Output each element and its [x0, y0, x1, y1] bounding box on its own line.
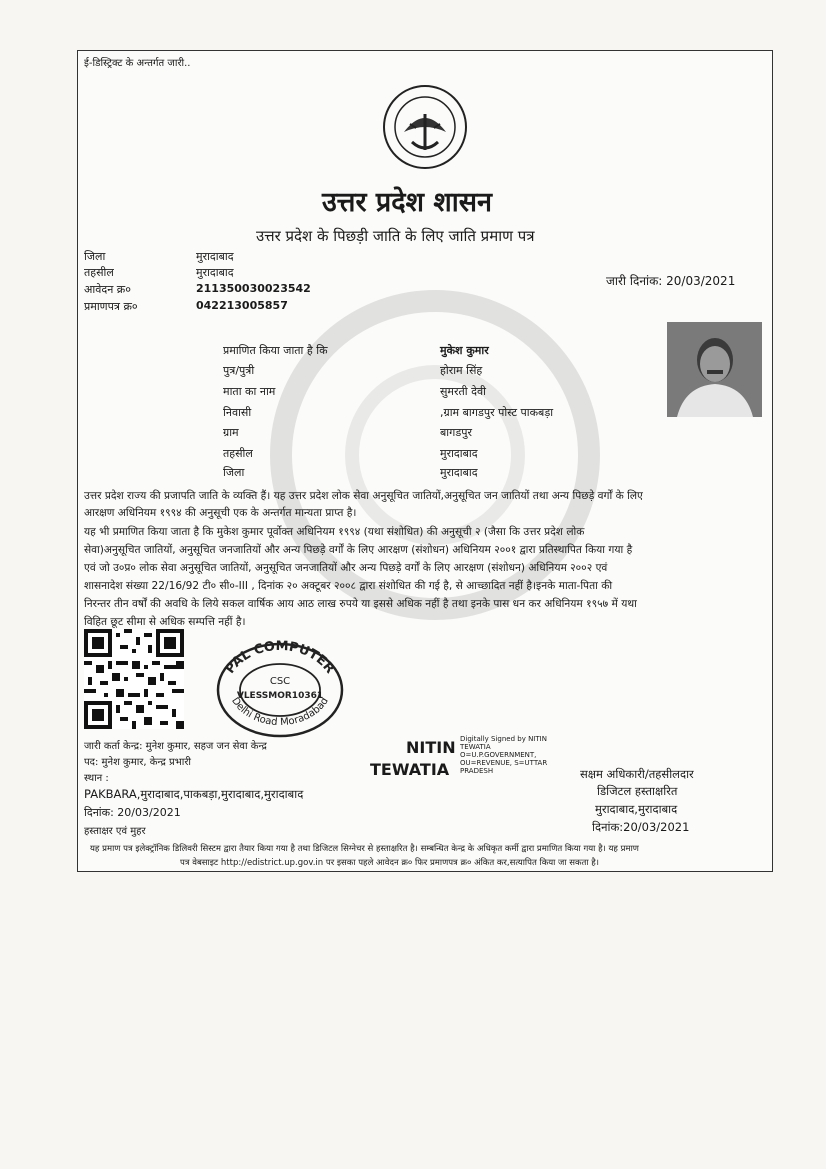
certificate-label: प्रमाणपत्र क्र०	[84, 300, 138, 313]
digital-signature-block	[460, 735, 547, 775]
authority-signed: डिजिटल हस्ताक्षरित	[597, 784, 678, 798]
details-label-6: जिला	[223, 466, 245, 479]
signer-name-last: TEWATIA	[370, 760, 450, 779]
stamp-center-top: CSC	[269, 676, 291, 687]
creamy-layer-line-4: शासनादेश संख्या 22/16/92 टी० सी०-III , दिनांक २० अक्टूबर २००८ द्वारा संशोधित की गई है, से आच्छादित नहीं है।इनके माता-पिता की	[84, 580, 613, 592]
digital-signature-line-1: Digitally Signed by NITIN	[460, 735, 547, 743]
district-label: जिला	[84, 250, 106, 263]
details-label-5: तहसील	[223, 447, 253, 460]
tehsil-label: तहसील	[84, 266, 114, 279]
issuing-center: जारी कर्ता केन्द्र: मुनेश कुमार, सहज जन सेवा केन्द्र	[84, 741, 267, 752]
footer-note-line-1: यह प्रमाण पत्र इलेक्ट्रॉनिक डिलिवरी सिस्टम द्वारा तैयार किया गया है तथा डिजिटल सिग्नेचर से हस्ताक्षरित है। सम्बन्धित केन्द्र के अधिकृत कर्मी द्वारा प्रमाणित किया गया है। यह प्रमाण	[90, 844, 639, 854]
details-label-0: प्रमाणित किया जाता है कि	[223, 344, 328, 357]
caste-statement-line-1: उत्तर प्रदेश राज्य की प्रजापति जाति के व्यक्ति हैं। यह उत्तर प्रदेश लोक सेवा अनुसूचित जातियों,अनुसूचित जन जातियों तथा अन्य पिछड़े वर्गों के लिए	[84, 490, 643, 502]
authority-title: सक्षम अधिकारी/तहसीलदार	[580, 767, 694, 781]
page-subtitle: उत्तर प्रदेश के पिछड़ी जाति के लिए जाति प्रमाण पत्र	[256, 227, 535, 245]
digital-signature-line-3: O=U.P.GOVERNMENT,	[460, 751, 537, 759]
details-label-4: ग्राम	[223, 426, 239, 439]
digital-signature-line-2: TEWATIA	[460, 743, 491, 751]
issuer-date: दिनांक: 20/03/2021	[84, 806, 181, 819]
top-note: ई-डिस्ट्रिक्ट के अन्तर्गत जारी..	[84, 58, 191, 69]
issue-date: जारी दिनांक: 20/03/2021	[606, 274, 736, 288]
place-label: स्थान :	[84, 773, 109, 784]
district-value: मुरादाबाद	[196, 250, 234, 263]
authority-place: मुरादाबाद,मुरादाबाद	[595, 802, 678, 816]
details-label-1: पुत्र/पुत्री	[223, 364, 255, 377]
digital-signature-line-5: PRADESH	[460, 767, 494, 775]
creamy-layer-line-3: एवं जो उ०प्र० लोक सेवा अनुसूचित जातियों, अनुसूचित जनजातियों और अन्य पिछड़े वर्गों के लिए आरक्षण (संशोधन) अधिनियम २००२ एवं	[84, 562, 608, 574]
creamy-layer-line-5: निरन्तर तीन वर्षों की अवधि के लिये सकल वार्षिक आय आठ लाख रुपये या इससे अधिक नहीं है तथा इनके पास धन कर अधिनियम १९५७ में यथा	[84, 598, 637, 610]
signer-name-first: NITIN	[406, 738, 456, 757]
details-value-6: मुरादाबाद	[440, 466, 478, 479]
seal-note: हस्ताक्षर एवं मुहर	[84, 826, 146, 837]
creamy-layer-line-6: विहित छूट सीमा से अधिक सम्पत्ति नहीं है।	[84, 616, 246, 628]
stamp-center-code: VLESSMOR10361	[236, 691, 324, 701]
details-label-3: निवासी	[223, 406, 252, 419]
authority-date: दिनांक:20/03/2021	[592, 820, 690, 834]
caste-statement	[84, 488, 770, 522]
creamy-layer-line-2: सेवा)अनुसूचित जातियों, अनुसूचित जनजातियों और अन्य पिछड़े वर्गों के लिए आरक्षण (संशोधन) अधिनियम २००१ द्वारा प्रतिस्थापित किया गया है	[84, 544, 633, 556]
details-value-0: मुकेश कुमार	[440, 344, 489, 357]
certificate-number: 042213005857	[196, 299, 288, 312]
details-label-2: माता का नाम	[223, 385, 276, 398]
place-value: PAKBARA,मुरादाबाद,पाकबड़ा,मुरादाबाद,मुरादाबाद	[84, 787, 304, 801]
details-value-4: बागडपुर	[440, 426, 472, 439]
creamy-layer-line-1: यह भी प्रमाणित किया जाता है कि मुकेश कुमार पूर्वोक्त अधिनियम १९९४ (यथा संशोधित) की अनुसूची २ (जैसा कि उत्तर प्रदेश लोक	[84, 526, 585, 538]
qr-code-icon	[84, 629, 184, 729]
footer-note-line-2: पत्र वेबसाइट http://edistrict.up.gov.in पर इसका पहले आवेदन क्र० फिर प्रमाणपत्र क्र० अंकित कर,सत्यापित किया जा सकता है।	[180, 858, 600, 868]
details-value-5: मुरादाबाद	[440, 447, 478, 460]
application-number: 211350030023542	[196, 282, 311, 295]
stamp-ring-bottom: Delhi Road Moradabad	[229, 695, 331, 729]
details-value-1: होराम सिंह	[440, 364, 483, 377]
stamp-ring-top: PAL COMPUTER	[222, 638, 338, 677]
caste-statement-line-2: आरक्षण अधिनियम १९९४ की अनुसूची एक के अन्तर्गत मान्यता प्राप्त है।	[84, 507, 357, 519]
page-title: उत्तर प्रदेश शासन	[322, 187, 492, 218]
digital-signature-line-4: OU=REVENUE, S=UTTAR	[460, 759, 548, 767]
issuer-post: पद: मुनेश कुमार, केन्द्र प्रभारी	[84, 757, 191, 768]
up-government-emblem-icon	[382, 84, 468, 170]
applicant-photo	[667, 322, 762, 417]
svg-text:PAL COMPUTER	[223, 639, 337, 677]
tehsil-value: मुरादाबाद	[196, 266, 234, 279]
application-label: आवेदन क्र०	[84, 283, 131, 296]
pal-computer-stamp-icon	[212, 630, 348, 738]
creamy-layer-statement	[84, 523, 770, 631]
details-value-3: ,ग्राम बागडपुर पोस्ट पाकबड़ा	[440, 406, 554, 419]
details-value-2: सुमरती देवी	[440, 385, 486, 398]
